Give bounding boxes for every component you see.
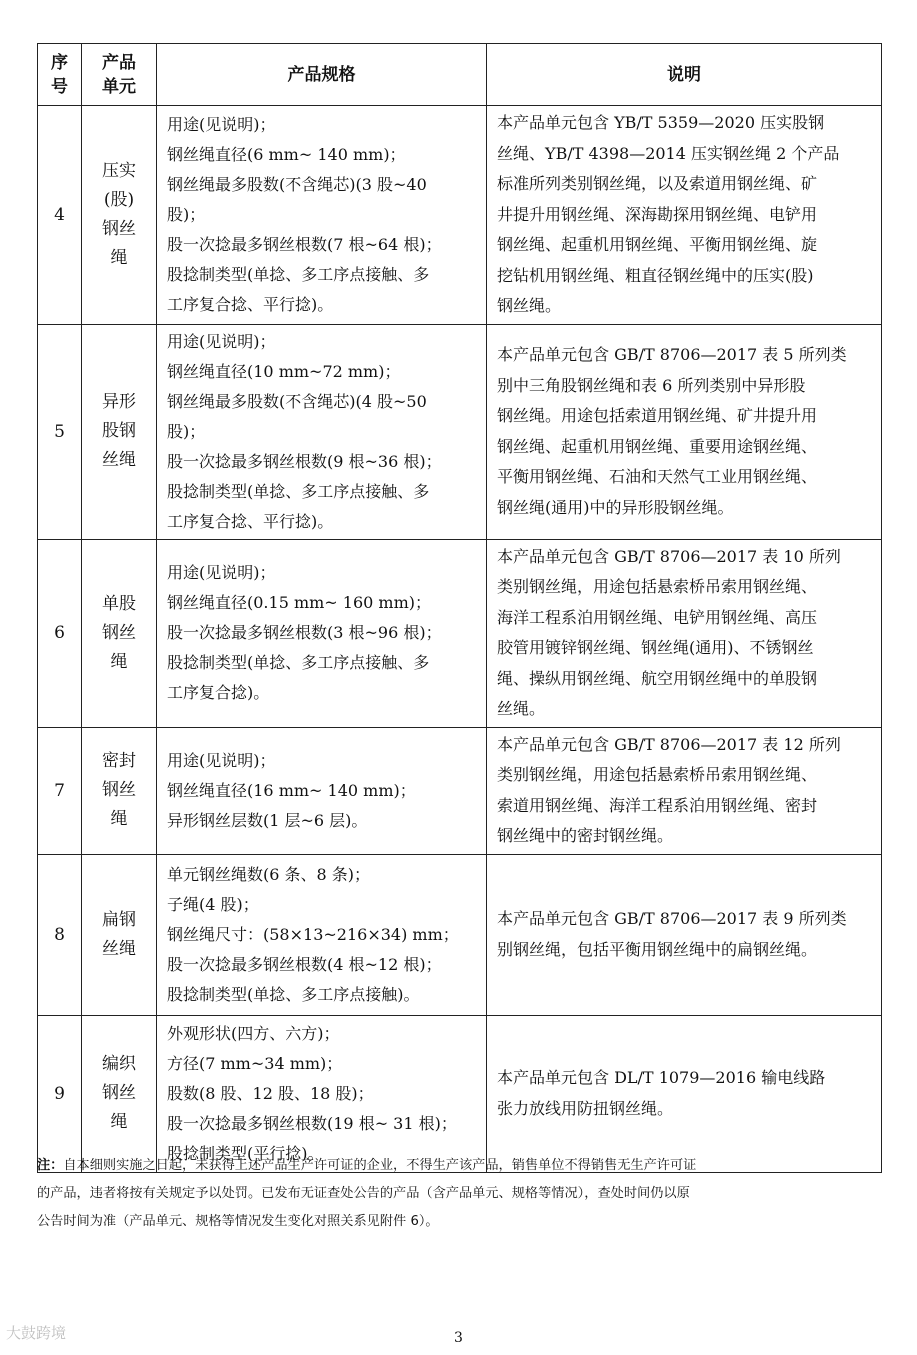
- product-unit-line: 单股: [102, 593, 136, 614]
- product-unit-line: 丝绳: [102, 938, 136, 959]
- spec-line: 方径(7 mm~34 mm)；: [167, 1053, 343, 1073]
- spec-line: 用途(见说明)；: [167, 750, 276, 770]
- table-row: [38, 106, 882, 325]
- product-unit-line: 钢丝: [102, 622, 136, 643]
- footnote-label: 注：: [37, 1158, 64, 1173]
- table-row: [38, 1015, 882, 1172]
- header-no-line: 号: [51, 76, 68, 97]
- product-unit: [82, 106, 157, 325]
- description-line: 丝绳、YB/T 4398—2014 压实钢丝绳 2 个产品: [497, 143, 840, 163]
- product-unit-line: 钢丝: [102, 1083, 136, 1103]
- description-line: 挖钻机用钢丝绳、粗直径钢丝绳中的压实(股): [497, 265, 814, 285]
- description-line: 丝绳。: [497, 699, 546, 718]
- spec-line: 钢丝绳最多股数(不含绳芯)(4 股~50: [167, 391, 427, 411]
- description-line: 钢丝绳中的密封钢丝绳。: [497, 826, 674, 845]
- product-unit-line: 扁钢: [102, 909, 136, 930]
- header-unit: [82, 44, 157, 106]
- row-number: 9: [38, 1015, 82, 1172]
- description-line: 钢丝绳。: [497, 296, 562, 315]
- header-row: [38, 44, 882, 106]
- description-line: 钢丝绳、起重机用钢丝绳、重要用途钢丝绳、: [497, 436, 818, 456]
- product-unit-line: 编织: [102, 1054, 136, 1074]
- spec-line: 股一次捻最多钢丝根数(3 根~96 根)；: [167, 623, 442, 642]
- product-spec: [157, 324, 487, 539]
- spec-line: 股捻制类型(单捻、多工序点接触、多: [167, 481, 430, 501]
- description-line: 平衡用钢丝绳、石油和天然气工业用钢丝绳、: [497, 467, 818, 486]
- product-unit-line: (股): [103, 189, 135, 210]
- product-unit-line: 密封: [102, 751, 136, 771]
- row-number: 4: [38, 106, 82, 325]
- description-line: 别中三角股钢丝绳和表 6 所列类别中异形股: [497, 375, 806, 395]
- spec-line: 股)；: [167, 204, 206, 224]
- product-unit-line: 绳: [110, 651, 128, 672]
- description-line: 井提升用钢丝绳、深海勘探用钢丝绳、电铲用: [497, 204, 818, 224]
- spec-line: 股数(8 股、12 股、18 股)；: [167, 1083, 374, 1103]
- description-line: 本产品单元包含 GB/T 8706—2017 表 5 所列类: [497, 345, 847, 364]
- spec-line: 钢丝绳最多股数(不含绳芯)(3 股~40: [167, 174, 427, 194]
- spec-line: 钢丝绳尺寸：(58×13~216×34) mm；: [167, 924, 459, 944]
- spec-line: 股捻制类型(单捻、多工序点接触)。: [167, 984, 420, 1004]
- description-line: 类别钢丝绳，用途包括悬索桥吊索用钢丝绳、: [497, 577, 818, 596]
- description: [487, 324, 882, 539]
- table-row: [38, 727, 882, 854]
- spec-line: 异形钢丝层数(1 层~6 层)。: [167, 810, 368, 830]
- spec-line: 股一次捻最多钢丝根数(4 根~12 根)；: [167, 954, 442, 974]
- page-number: 3: [454, 1330, 463, 1346]
- spec-line: 工序复合捻)。: [167, 683, 270, 702]
- header-no: [38, 44, 82, 106]
- spec-line: 单元钢丝绳数(6 条、8 条)；: [167, 864, 371, 884]
- description-line: 索道用钢丝绳、海洋工程系泊用钢丝绳、密封: [497, 795, 818, 815]
- spec-line: 工序复合捻、平行捻)。: [167, 511, 334, 531]
- description: [487, 106, 882, 325]
- spec-line: 股一次捻最多钢丝根数(7 根~64 根)；: [167, 234, 442, 254]
- description-line: 胶管用镀锌钢丝绳、钢丝绳(通用)、不锈钢丝: [497, 638, 814, 657]
- table-row: [38, 539, 882, 727]
- footnote-text: 自本细则实施之日起，未获得上述产品生产许可证的企业，不得生产该产品，销售单位不得销售无生产许可证: [63, 1158, 697, 1173]
- spec-line: 股一次捻最多钢丝根数(19 根~ 31 根)；: [167, 1113, 457, 1133]
- description-line: 本产品单元包含 GB/T 8706—2017 表 10 所列: [497, 546, 841, 566]
- description-line: 本产品单元包含 YB/T 5359—2020 压实股钢: [497, 113, 825, 132]
- product-unit: [82, 727, 157, 854]
- header-desc: 说明: [487, 44, 882, 106]
- description-line: 绳、操纵用钢丝绳、航空用钢丝绳中的单股钢: [497, 668, 818, 688]
- spec-line: 钢丝绳直径(10 mm~72 mm)；: [167, 361, 401, 381]
- description-line: 本产品单元包含 GB/T 8706—2017 表 12 所列: [497, 734, 841, 754]
- product-unit-line: 绳: [110, 1112, 128, 1132]
- description-line: 钢丝绳(通用)中的异形股钢丝绳。: [497, 497, 734, 517]
- product-unit-line: 压实: [102, 160, 136, 181]
- product-unit: [82, 1015, 157, 1172]
- spec-line: 工序复合捻、平行捻)。: [167, 294, 334, 314]
- footnote-line: 的产品，违者将按有关规定予以处罚。已发布无证查处公告的产品（含产品单元、规格等情况），查处时间仍以原: [37, 1186, 690, 1201]
- row-number: 7: [38, 727, 82, 854]
- table-row: [38, 324, 882, 539]
- spec-line: 钢丝绳直径(6 mm~ 140 mm)；: [167, 144, 406, 164]
- product-spec: [157, 106, 487, 325]
- product-unit-line: 钢丝: [102, 780, 136, 800]
- description-line: 本产品单元包含 DL/T 1079—2016 输电线路: [497, 1068, 826, 1087]
- spec-line: 股)；: [167, 421, 206, 441]
- row-number: 5: [38, 324, 82, 539]
- description: [487, 854, 882, 1015]
- header-spec: 产品规格: [157, 44, 487, 106]
- footnote: [37, 1152, 883, 1236]
- product-unit-line: 异形: [102, 392, 136, 412]
- spec-line: 钢丝绳直径(0.15 mm~ 160 mm)；: [167, 593, 432, 612]
- table-body: [38, 106, 882, 1173]
- description-line: 别钢丝绳，包括平衡用钢丝绳中的扁钢丝绳。: [497, 939, 818, 959]
- row-number: 8: [38, 854, 82, 1015]
- spec-line: 用途(见说明)；: [167, 331, 276, 351]
- watermark-logo: 大鼓跨境: [6, 1324, 67, 1342]
- product-spec-table: [37, 43, 882, 1173]
- spec-line: 股捻制类型(平行捻)。: [167, 1143, 324, 1163]
- product-spec: [157, 727, 487, 854]
- product-unit-line: 绳: [110, 247, 128, 268]
- description-line: 海洋工程系泊用钢丝绳、电铲用钢丝绳、高压: [497, 607, 818, 627]
- product-spec: [157, 1015, 487, 1172]
- spec-line: 股捻制类型(单捻、多工序点接触、多: [167, 653, 430, 672]
- description-line: 标准所列类别钢丝绳，以及索道用钢丝绳、矿: [497, 174, 818, 193]
- header-no-line: 序: [51, 52, 68, 73]
- description-line: 类别钢丝绳，用途包括悬索桥吊索用钢丝绳、: [497, 765, 818, 784]
- row-number: 6: [38, 539, 82, 727]
- product-spec: [157, 854, 487, 1015]
- spec-line: 股捻制类型(单捻、多工序点接触、多: [167, 264, 430, 284]
- description-line: 钢丝绳、起重机用钢丝绳、平衡用钢丝绳、旋: [497, 235, 818, 254]
- product-unit-line: 股钢: [102, 421, 136, 441]
- spec-line: 外观形状(四方、六方)；: [167, 1023, 340, 1043]
- spec-line: 用途(见说明)；: [167, 114, 276, 134]
- product-unit: [82, 539, 157, 727]
- description-line: 本产品单元包含 GB/T 8706—2017 表 9 所列类: [497, 909, 847, 928]
- spec-line: 子绳(4 股)；: [167, 894, 259, 914]
- footnote-line: 公告时间为准（产品单元、规格等情况发生变化对照关系见附件 6）。: [37, 1214, 439, 1229]
- spec-line: 钢丝绳直径(16 mm~ 140 mm)；: [167, 780, 416, 800]
- product-unit-line: 丝绳: [102, 450, 136, 470]
- product-unit: [82, 854, 157, 1015]
- description-line: 张力放线用防扭钢丝绳。: [497, 1098, 674, 1118]
- product-unit-line: 绳: [110, 809, 128, 829]
- product-unit-line: 钢丝: [102, 218, 136, 239]
- product-unit: [82, 324, 157, 539]
- table-row: [38, 854, 882, 1015]
- spec-line: 股一次捻最多钢丝根数(9 根~36 根)；: [167, 451, 442, 471]
- footnote-line: [37, 1152, 883, 1180]
- header-unit-line: 单元: [102, 76, 136, 97]
- description: [487, 539, 882, 727]
- description: [487, 1015, 882, 1172]
- product-spec: [157, 539, 487, 727]
- spec-line: 用途(见说明)；: [167, 563, 276, 582]
- description-line: 钢丝绳。用途包括索道用钢丝绳、矿井提升用: [497, 406, 818, 425]
- header-unit-line: 产品: [102, 52, 136, 73]
- description: [487, 727, 882, 854]
